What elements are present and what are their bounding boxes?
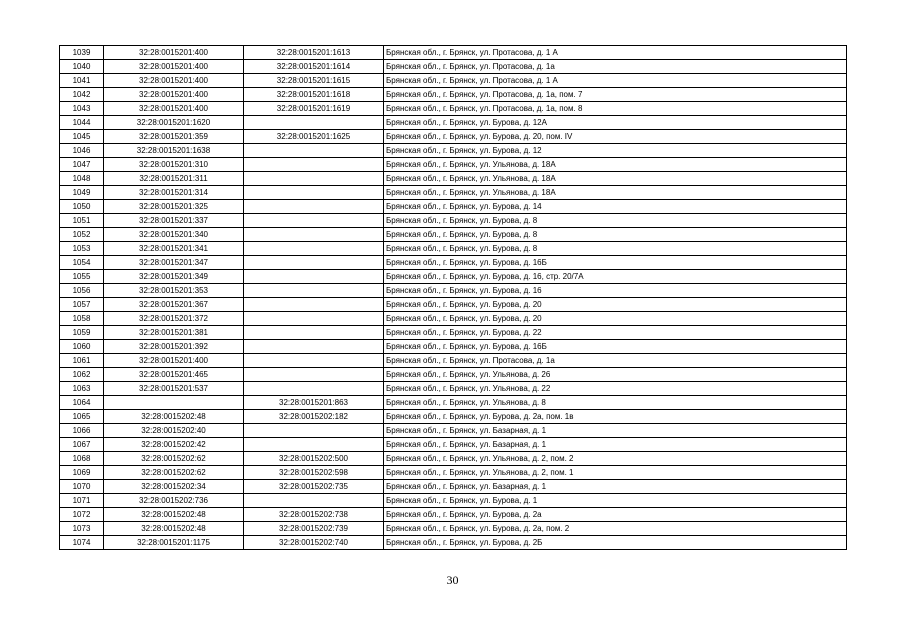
related-cadastral-number-cell <box>244 438 384 452</box>
address-cell: Брянская обл., г. Брянск, ул. Бурова, д. 16Б <box>384 340 847 354</box>
cadastral-number-cell: 32:28:0015201:340 <box>104 228 244 242</box>
address-cell: Брянская обл., г. Брянск, ул. Бурова, д. 14 <box>384 200 847 214</box>
cadastral-number-cell: 32:28:0015201:400 <box>104 74 244 88</box>
related-cadastral-number-cell <box>244 326 384 340</box>
table-row <box>60 424 847 438</box>
address-cell: Брянская обл., г. Брянск, ул. Базарная, д. 1 <box>384 480 847 494</box>
cadastral-number-cell: 32:28:0015201:347 <box>104 256 244 270</box>
cadastral-number-cell: 32:28:0015201:400 <box>104 88 244 102</box>
address-cell: Брянская обл., г. Брянск, ул. Протасова, д. 1 А <box>384 46 847 60</box>
cadastral-number-cell: 32:28:0015202:62 <box>104 452 244 466</box>
related-cadastral-number-cell <box>244 158 384 172</box>
table-row <box>60 508 847 522</box>
address-cell: Брянская обл., г. Брянск, ул. Бурова, д. 20, пом. IV <box>384 130 847 144</box>
table-body <box>60 46 847 550</box>
table-row <box>60 186 847 200</box>
address-cell: Брянская обл., г. Брянск, ул. Протасова, д. 1а, пом. 8 <box>384 102 847 116</box>
cadastral-number-cell: 32:28:0015201:353 <box>104 284 244 298</box>
related-cadastral-number-cell <box>244 186 384 200</box>
address-cell: Брянская обл., г. Брянск, ул. Бурова, д. 16Б <box>384 256 847 270</box>
related-cadastral-number-cell: 32:28:0015202:740 <box>244 536 384 550</box>
related-cadastral-number-cell: 32:28:0015201:1625 <box>244 130 384 144</box>
address-cell: Брянская обл., г. Брянск, ул. Бурова, д. 2а, пом. 1в <box>384 410 847 424</box>
table-row <box>60 410 847 424</box>
table-row <box>60 172 847 186</box>
related-cadastral-number-cell <box>244 382 384 396</box>
address-cell: Брянская обл., г. Брянск, ул. Бурова, д. 12 <box>384 144 847 158</box>
address-cell: Брянская обл., г. Брянск, ул. Бурова, д. 20 <box>384 298 847 312</box>
table-row <box>60 242 847 256</box>
table-row <box>60 74 847 88</box>
address-cell: Брянская обл., г. Брянск, ул. Ульянова, д. 18А <box>384 186 847 200</box>
row-number-cell: 1044 <box>60 116 104 130</box>
table-row <box>60 144 847 158</box>
row-number-cell: 1071 <box>60 494 104 508</box>
cadastral-number-cell: 32:28:0015201:349 <box>104 270 244 284</box>
table-row <box>60 270 847 284</box>
address-cell: Брянская обл., г. Брянск, ул. Бурова, д. 1 <box>384 494 847 508</box>
cadastral-number-cell: 32:28:0015201:359 <box>104 130 244 144</box>
row-number-cell: 1067 <box>60 438 104 452</box>
cadastral-number-cell: 32:28:0015201:400 <box>104 354 244 368</box>
related-cadastral-number-cell <box>244 494 384 508</box>
related-cadastral-number-cell: 32:28:0015201:1615 <box>244 74 384 88</box>
page-number: 30 <box>446 573 459 587</box>
cadastral-number-cell: 32:28:0015201:341 <box>104 242 244 256</box>
related-cadastral-number-cell <box>244 242 384 256</box>
cadastral-number-cell: 32:28:0015202:48 <box>104 522 244 536</box>
row-number-cell: 1059 <box>60 326 104 340</box>
row-number-cell: 1065 <box>60 410 104 424</box>
address-cell: Брянская обл., г. Брянск, ул. Бурова, д. 20 <box>384 312 847 326</box>
address-cell: Брянская обл., г. Брянск, ул. Протасова, д. 1а <box>384 354 847 368</box>
address-cell: Брянская обл., г. Брянск, ул. Ульянова, д. 18А <box>384 158 847 172</box>
related-cadastral-number-cell: 32:28:0015202:182 <box>244 410 384 424</box>
row-number-cell: 1070 <box>60 480 104 494</box>
cadastral-number-cell: 32:28:0015201:372 <box>104 312 244 326</box>
address-cell: Брянская обл., г. Брянск, ул. Бурова, д. 12А <box>384 116 847 130</box>
cadastral-number-cell: 32:28:0015202:42 <box>104 438 244 452</box>
address-cell: Брянская обл., г. Брянск, ул. Ульянова, д. 26 <box>384 368 847 382</box>
cadastral-number-cell: 32:28:0015201:1638 <box>104 144 244 158</box>
cadastral-number-cell: 32:28:0015201:311 <box>104 172 244 186</box>
address-cell: Брянская обл., г. Брянск, ул. Базарная, д. 1 <box>384 424 847 438</box>
cadastral-number-cell <box>104 396 244 410</box>
table-row <box>60 158 847 172</box>
cadastral-number-cell: 32:28:0015201:367 <box>104 298 244 312</box>
cadastral-number-cell: 32:28:0015201:392 <box>104 340 244 354</box>
related-cadastral-number-cell <box>244 116 384 130</box>
address-cell: Брянская обл., г. Брянск, ул. Бурова, д. 2Б <box>384 536 847 550</box>
table-row <box>60 326 847 340</box>
related-cadastral-number-cell <box>244 228 384 242</box>
table-row <box>60 284 847 298</box>
related-cadastral-number-cell: 32:28:0015202:500 <box>244 452 384 466</box>
related-cadastral-number-cell <box>244 312 384 326</box>
row-number-cell: 1039 <box>60 46 104 60</box>
row-number-cell: 1049 <box>60 186 104 200</box>
cadastral-number-cell: 32:28:0015201:537 <box>104 382 244 396</box>
row-number-cell: 1050 <box>60 200 104 214</box>
table-row <box>60 536 847 550</box>
table-row <box>60 256 847 270</box>
table-row <box>60 88 847 102</box>
related-cadastral-number-cell <box>244 298 384 312</box>
address-cell: Брянская обл., г. Брянск, ул. Ульянова, д. 2, пом. 1 <box>384 466 847 480</box>
cadastral-number-cell: 32:28:0015201:314 <box>104 186 244 200</box>
related-cadastral-number-cell: 32:28:0015202:739 <box>244 522 384 536</box>
table-row <box>60 522 847 536</box>
cadastral-number-cell: 32:28:0015202:62 <box>104 466 244 480</box>
table-row <box>60 466 847 480</box>
cadastral-number-cell: 32:28:0015202:48 <box>104 410 244 424</box>
row-number-cell: 1073 <box>60 522 104 536</box>
related-cadastral-number-cell: 32:28:0015201:1614 <box>244 60 384 74</box>
cadastral-number-cell: 32:28:0015201:1175 <box>104 536 244 550</box>
cadastral-number-cell: 32:28:0015201:1620 <box>104 116 244 130</box>
address-cell: Брянская обл., г. Брянск, ул. Бурова, д. 8 <box>384 228 847 242</box>
address-cell: Брянская обл., г. Брянск, ул. Ульянова, д. 22 <box>384 382 847 396</box>
row-number-cell: 1069 <box>60 466 104 480</box>
related-cadastral-number-cell <box>244 354 384 368</box>
table-row <box>60 396 847 410</box>
row-number-cell: 1051 <box>60 214 104 228</box>
related-cadastral-number-cell: 32:28:0015202:598 <box>244 466 384 480</box>
related-cadastral-number-cell <box>244 172 384 186</box>
row-number-cell: 1040 <box>60 60 104 74</box>
table-row <box>60 228 847 242</box>
row-number-cell: 1061 <box>60 354 104 368</box>
related-cadastral-number-cell: 32:28:0015201:1619 <box>244 102 384 116</box>
address-cell: Брянская обл., г. Брянск, ул. Бурова, д. 22 <box>384 326 847 340</box>
row-number-cell: 1062 <box>60 368 104 382</box>
table-row <box>60 494 847 508</box>
row-number-cell: 1042 <box>60 88 104 102</box>
table-row <box>60 312 847 326</box>
table-row <box>60 452 847 466</box>
cadastral-number-cell: 32:28:0015202:48 <box>104 508 244 522</box>
cadastral-number-cell: 32:28:0015201:400 <box>104 60 244 74</box>
table-row <box>60 200 847 214</box>
row-number-cell: 1043 <box>60 102 104 116</box>
cadastral-number-cell: 32:28:0015201:310 <box>104 158 244 172</box>
row-number-cell: 1047 <box>60 158 104 172</box>
address-cell: Брянская обл., г. Брянск, ул. Бурова, д. 2а <box>384 508 847 522</box>
related-cadastral-number-cell <box>244 144 384 158</box>
related-cadastral-number-cell: 32:28:0015202:738 <box>244 508 384 522</box>
related-cadastral-number-cell <box>244 284 384 298</box>
address-cell: Брянская обл., г. Брянск, ул. Базарная, д. 1 <box>384 438 847 452</box>
address-cell: Брянская обл., г. Брянск, ул. Ульянова, д. 8 <box>384 396 847 410</box>
cadastral-number-cell: 32:28:0015201:337 <box>104 214 244 228</box>
row-number-cell: 1072 <box>60 508 104 522</box>
table-row <box>60 46 847 60</box>
cadastral-number-cell: 32:28:0015201:465 <box>104 368 244 382</box>
table-row <box>60 382 847 396</box>
row-number-cell: 1074 <box>60 536 104 550</box>
address-cell: Брянская обл., г. Брянск, ул. Протасова, д. 1а <box>384 60 847 74</box>
row-number-cell: 1056 <box>60 284 104 298</box>
related-cadastral-number-cell <box>244 214 384 228</box>
table-row <box>60 480 847 494</box>
table-row <box>60 340 847 354</box>
table-row <box>60 368 847 382</box>
address-cell: Брянская обл., г. Брянск, ул. Бурова, д. 16, стр. 20/7А <box>384 270 847 284</box>
cadastral-number-cell: 32:28:0015201:325 <box>104 200 244 214</box>
row-number-cell: 1055 <box>60 270 104 284</box>
cadastral-number-cell: 32:28:0015201:381 <box>104 326 244 340</box>
related-cadastral-number-cell: 32:28:0015201:1618 <box>244 88 384 102</box>
table-row <box>60 130 847 144</box>
related-cadastral-number-cell <box>244 340 384 354</box>
parcel-table <box>59 45 847 550</box>
row-number-cell: 1058 <box>60 312 104 326</box>
row-number-cell: 1048 <box>60 172 104 186</box>
table-row <box>60 102 847 116</box>
row-number-cell: 1057 <box>60 298 104 312</box>
row-number-cell: 1053 <box>60 242 104 256</box>
cadastral-number-cell: 32:28:0015202:34 <box>104 480 244 494</box>
related-cadastral-number-cell <box>244 368 384 382</box>
related-cadastral-number-cell: 32:28:0015202:735 <box>244 480 384 494</box>
row-number-cell: 1060 <box>60 340 104 354</box>
related-cadastral-number-cell: 32:28:0015201:863 <box>244 396 384 410</box>
table-row <box>60 438 847 452</box>
related-cadastral-number-cell <box>244 256 384 270</box>
row-number-cell: 1052 <box>60 228 104 242</box>
row-number-cell: 1045 <box>60 130 104 144</box>
address-cell: Брянская обл., г. Брянск, ул. Бурова, д. 8 <box>384 242 847 256</box>
row-number-cell: 1054 <box>60 256 104 270</box>
related-cadastral-number-cell <box>244 270 384 284</box>
related-cadastral-number-cell: 32:28:0015201:1613 <box>244 46 384 60</box>
table-row <box>60 298 847 312</box>
address-cell: Брянская обл., г. Брянск, ул. Бурова, д. 16 <box>384 284 847 298</box>
address-cell: Брянская обл., г. Брянск, ул. Бурова, д. 8 <box>384 214 847 228</box>
cadastral-number-cell: 32:28:0015202:40 <box>104 424 244 438</box>
cadastral-number-cell: 32:28:0015201:400 <box>104 102 244 116</box>
table-row <box>60 354 847 368</box>
address-cell: Брянская обл., г. Брянск, ул. Протасова, д. 1 А <box>384 74 847 88</box>
row-number-cell: 1046 <box>60 144 104 158</box>
related-cadastral-number-cell <box>244 200 384 214</box>
row-number-cell: 1041 <box>60 74 104 88</box>
address-cell: Брянская обл., г. Брянск, ул. Ульянова, д. 2, пом. 2 <box>384 452 847 466</box>
row-number-cell: 1064 <box>60 396 104 410</box>
cadastral-number-cell: 32:28:0015202:736 <box>104 494 244 508</box>
table-row <box>60 60 847 74</box>
cadastral-number-cell: 32:28:0015201:400 <box>104 46 244 60</box>
row-number-cell: 1068 <box>60 452 104 466</box>
related-cadastral-number-cell <box>244 424 384 438</box>
row-number-cell: 1066 <box>60 424 104 438</box>
address-cell: Брянская обл., г. Брянск, ул. Бурова, д. 2а, пом. 2 <box>384 522 847 536</box>
table-row <box>60 214 847 228</box>
table-row <box>60 116 847 130</box>
address-cell: Брянская обл., г. Брянск, ул. Протасова, д. 1а, пом. 7 <box>384 88 847 102</box>
address-cell: Брянская обл., г. Брянск, ул. Ульянова, д. 18А <box>384 172 847 186</box>
row-number-cell: 1063 <box>60 382 104 396</box>
